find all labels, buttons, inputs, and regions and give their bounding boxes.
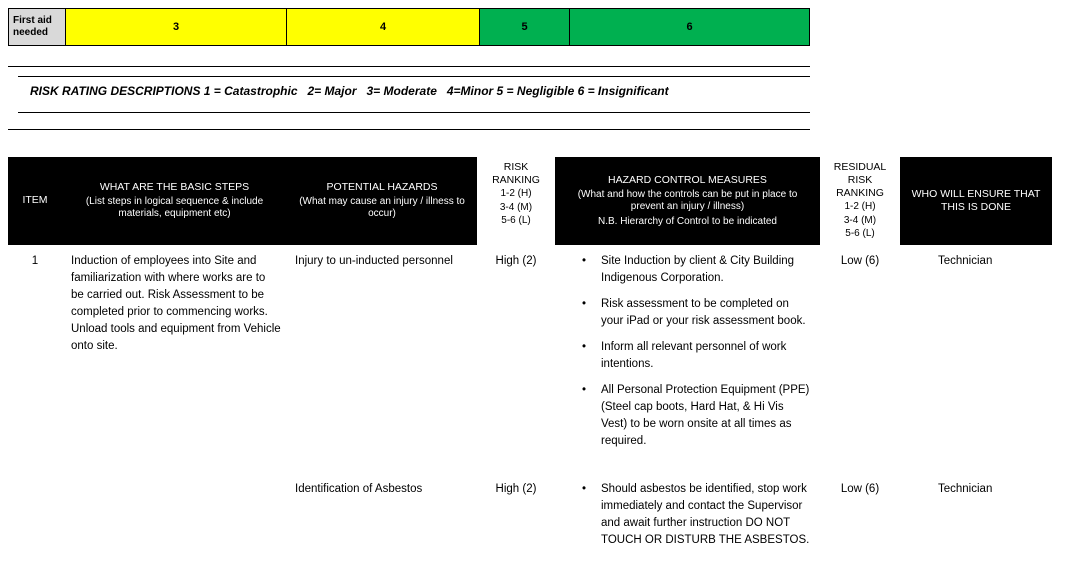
bullet-icon: • [582, 340, 587, 353]
bullet-icon: • [582, 297, 587, 310]
bullet-icon: • [582, 383, 587, 396]
header-control-measures-sub: (What and how the controls can be put in place to prevent an injury / illness) [577, 188, 798, 212]
header-item [8, 157, 62, 245]
header-risk-ranking-title: RISK RANKING [492, 161, 540, 186]
header-risk-line-medium: 3-4 (M) [499, 201, 533, 213]
table-row [8, 245, 1052, 562]
bullet-icon: • [582, 482, 587, 495]
residual-risk-value: Low (6) [840, 254, 880, 267]
who-ensures-value: Technician [938, 254, 993, 267]
control-measure-text: Inform all relevant personnel of work intentions. [601, 340, 787, 370]
header-potential-hazards-sub: (What may cause an injury / illness to occur) [299, 195, 465, 220]
first-aid-cell-6: 6 [570, 8, 810, 46]
bullet-icon: • [582, 254, 587, 267]
swms-table-header [8, 157, 1052, 245]
header-risk-line-high: 1-2 (H) [500, 188, 532, 199]
control-measures-list [555, 245, 820, 459]
item-number: 1 [31, 254, 39, 267]
header-residual-line-high: 1-2 (H) [844, 201, 876, 212]
risk-ranking-value: High (2) [495, 482, 537, 495]
divider-line [8, 129, 810, 130]
hazard-text: Identification of Asbestos [295, 482, 423, 495]
first-aid-cell-4: 4 [287, 8, 480, 46]
header-potential-hazards [287, 157, 477, 245]
header-basic-steps [62, 157, 287, 245]
control-measure-item [555, 253, 820, 287]
header-risk-line-low: 5-6 (L) [501, 215, 531, 226]
header-control-measures-note: N.B. Hierarchy of Control to be indicated [598, 215, 777, 227]
header-item-label: ITEM [22, 194, 48, 207]
control-measure-text: Risk assessment to be completed on your iPad or your risk assessment book. [601, 297, 806, 327]
who-ensures-value: Technician [938, 482, 993, 495]
control-measure-text: All Personal Protection Equipment (PPE) (Steel cap boots, Hard Hat, & Hi Vis Vest) to be worn onsite at all times as required. [601, 383, 810, 447]
first-aid-label: First aid needed [8, 8, 66, 46]
first-aid-strip [8, 8, 810, 46]
control-measures-list [555, 459, 820, 558]
divider-line [18, 76, 810, 77]
divider-line [18, 112, 810, 113]
residual-risk-value: Low (6) [840, 482, 880, 495]
header-potential-hazards-title: POTENTIAL HAZARDS [326, 180, 438, 193]
swms-table [8, 157, 1052, 562]
header-control-measures [555, 157, 820, 245]
risk-rating-descriptions: RISK RATING DESCRIPTIONS 1 = Catastrophic 2= Major 3= Moderate 4=Minor 5 = Negligible 6 = Insignificant [30, 84, 669, 98]
header-risk-ranking [477, 157, 555, 245]
header-residual-risk [820, 157, 900, 245]
control-measure-item [555, 382, 820, 450]
divider-line [8, 66, 810, 67]
risk-ranking-value: High (2) [495, 254, 537, 267]
control-measure-item [555, 339, 820, 373]
header-residual-risk-title: RESIDUAL RISK RANKING [833, 161, 887, 199]
first-aid-cell-5: 5 [480, 8, 570, 46]
control-measure-text: Should asbestos be identified, stop work immediately and contact the Supervisor and await further instruction DO NOT TOUCH OR DISTURB THE ASBESTOS. [601, 482, 810, 546]
control-measure-item [555, 481, 820, 549]
header-who-ensures [900, 157, 1052, 245]
first-aid-cell-3: 3 [66, 8, 287, 46]
header-residual-line-low: 5-6 (L) [845, 228, 875, 239]
basic-steps-text: Induction of employees into Site and familiarization with where works are to be carried out. Risk Assessment to be completed prior to commencing works. Unload tools and equipment from Vehicle onto site. [71, 254, 281, 352]
header-who-ensures-title: WHO WILL ENSURE THAT THIS IS DONE [911, 187, 1041, 213]
header-control-measures-title: HAZARD CONTROL MEASURES [608, 173, 767, 186]
header-basic-steps-sub: (List steps in logical sequence & include materials, equipment etc) [85, 195, 264, 220]
header-basic-steps-title: WHAT ARE THE BASIC STEPS [99, 180, 250, 193]
control-measure-item [555, 296, 820, 330]
header-residual-line-medium: 3-4 (M) [843, 214, 877, 226]
hazard-text: Injury to un-inducted personnel [295, 254, 453, 267]
control-measure-text: Site Induction by client & City Building Indigenous Corporation. [601, 254, 795, 284]
